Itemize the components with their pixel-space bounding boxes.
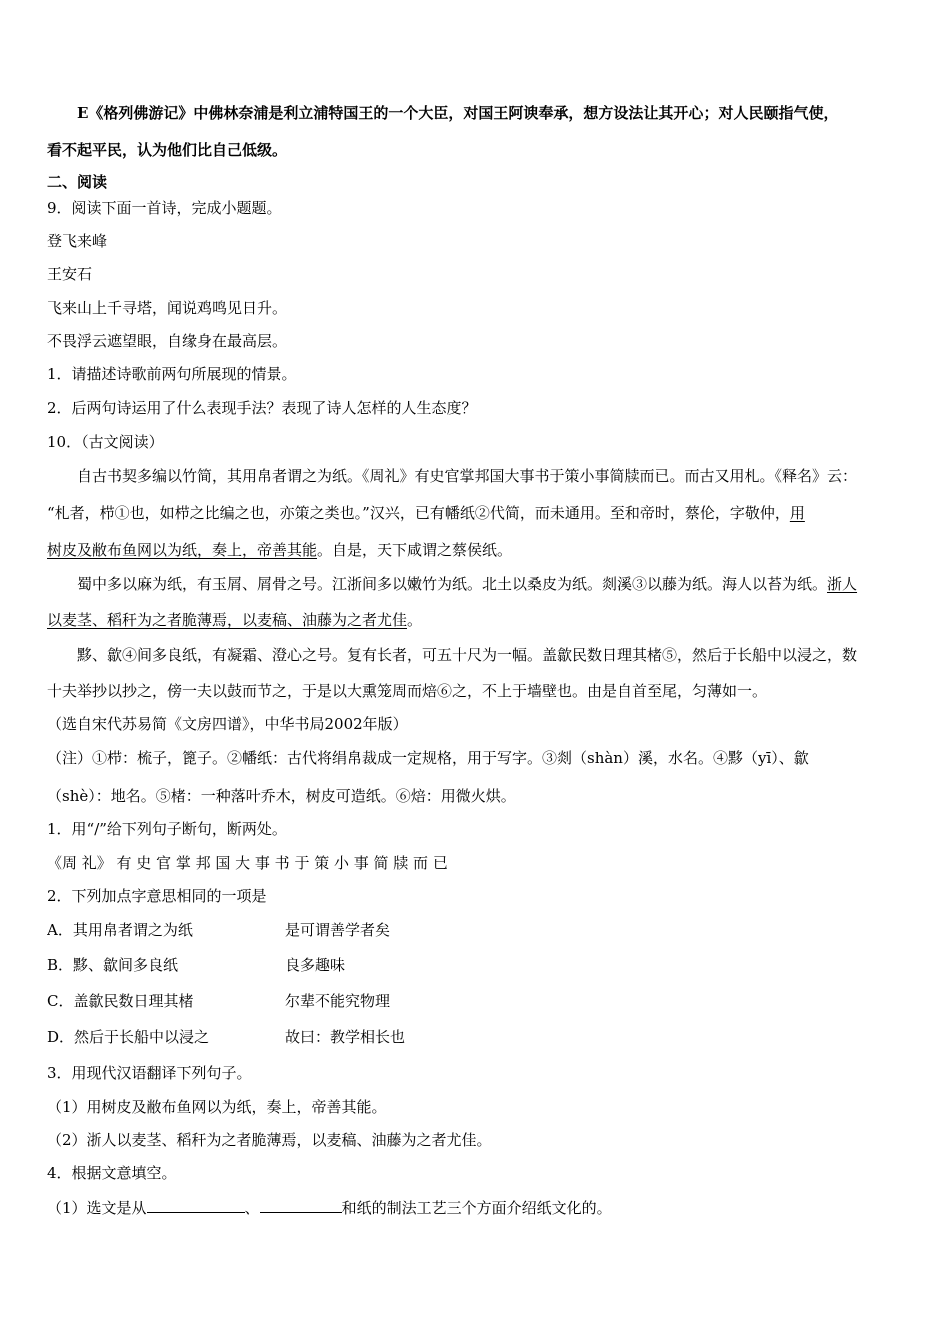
notes-line-2: （shè）：地名。⑤楮：一种落叶乔木，树皮可造纸。⑥焙：用微火烘。 (47, 787, 516, 805)
poem-title: 登飞来峰 (47, 232, 108, 250)
option-c (47, 991, 913, 1011)
passage-p1-line-2-text: “札者，栉①也，如栉之比编之也，亦策之类也。”汉兴，已有幡纸②代简，而未通用。至和帝时，蔡伦，字敬仲， (47, 504, 790, 522)
notes-line-1: （注）①栉：梳子，篦子。②幡纸：古代将绢帛裁成一定规格，用于写字。③剡（shàn）溪，水名。④黟（yī）、歙 (47, 749, 809, 767)
option-b (47, 955, 913, 975)
section-title-reading: 二、阅读 (47, 173, 108, 191)
passage-p2-line-2-text: 。 (407, 611, 423, 629)
q10-sub-4-1 (47, 1197, 913, 1218)
passage-p1-line-3 (47, 540, 913, 560)
option-a (47, 920, 913, 940)
q9-sub-1: 1．请描述诗歌前两句所展现的情景。 (47, 365, 297, 383)
passage-p1-line-3-text: 。自是，天下咸谓之蔡侯纸。 (317, 541, 513, 559)
option-a-right: 是可谓善学者矣 (285, 921, 391, 939)
underlined-sentence-1-start: 用 (789, 504, 805, 522)
underlined-sentence-2: 以麦茎、稻秆为之者脆薄焉，以麦稿、油藤为之者尤佳 (47, 611, 408, 629)
option-b-right: 良多趣味 (285, 956, 346, 974)
underlined-sentence-2-start: 浙人 (827, 575, 858, 593)
passage-p1-line-2 (47, 503, 913, 523)
q10-intro: 10．（古文阅读） (47, 433, 164, 451)
passage-p1-line-1: 自古书契多编以竹简，其用帛者谓之为纸。《周礼》有史官掌邦国大事书于策小事简牍而已。而古又用札。《释名》云： (77, 467, 858, 485)
q9-intro: 9．阅读下面一首诗，完成小题题。 (47, 199, 282, 217)
poem-line-1: 飞来山上千寻塔，闻说鸡鸣见日升。 (47, 299, 288, 317)
option-c-left: C．盖歙民数日理其楮 (47, 992, 194, 1010)
section-e-line-2: 看不起平民，认为他们比自己低级。 (47, 141, 288, 159)
answer-blank-1[interactable] (147, 1197, 245, 1213)
q9-sub-2: 2．后两句诗运用了什么表现手法？表现了诗人怎样的人生态度？ (47, 399, 477, 417)
section-e-line-1: E《格列佛游记》中佛林奈浦是利立浦特国王的一个大臣，对国王阿谀奉承，想方设法让其开心；对人民颐指气使， (77, 104, 839, 122)
passage-p3-line-1: 黟、歙④间多良纸，有凝霜、澄心之号。复有长者，可五十尺为一幅。盖歙民数日理其楮⑤，然后于长船中以浸之，数 (77, 646, 858, 664)
q10-sub-3-2: （2）浙人以麦茎、稻秆为之者脆薄焉，以麦稿、油藤为之者尤佳。 (47, 1131, 492, 1149)
passage-source: （选自宋代苏易简《文房四谱》，中华书局2002年版） (47, 715, 408, 733)
q10-sub-4: 4．根据文意填空。 (47, 1164, 177, 1182)
q10-sub-2: 2．下列加点字意思相同的一项是 (47, 887, 267, 905)
passage-p3-line-2: 十夫举抄以抄之，傍一夫以鼓而节之，于是以大熏笼周而焙⑥之，不上于墙壁也。由是自首至尾，匀薄如一。 (47, 682, 768, 700)
underlined-sentence-1: 树皮及敝布鱼网以为纸，奏上，帝善其能 (47, 541, 318, 559)
answer-blank-2[interactable] (260, 1197, 342, 1213)
passage-p2-line-2 (47, 610, 913, 630)
q10-sub-3-1: （1）用树皮及敝布鱼网以为纸，奏上，帝善其能。 (47, 1098, 387, 1116)
option-c-right: 尔辈不能究物理 (285, 992, 391, 1010)
q10-sub-3: 3．用现代汉语翻译下列句子。 (47, 1064, 252, 1082)
passage-p2-line-1-text: 蜀中多以麻为纸，有玉屑、屑骨之号。江浙间多以嫩竹为纸。北土以桑皮为纸。剡溪③以藤为纸。海人以苔为纸。 (77, 575, 828, 593)
option-d (47, 1027, 913, 1047)
option-d-left: D．然后于长船中以浸之 (47, 1028, 210, 1046)
option-a-left: A．其用帛者谓之为纸 (47, 921, 193, 939)
option-b-left: B．黟、歙间多良纸 (47, 956, 179, 974)
passage-p2-line-1 (47, 574, 943, 594)
q10-sub-1: 1．用“/”给下列句子断句，断两处。 (47, 820, 287, 838)
q10-sub-1-sentence: 《周 礼》 有 史 官 掌 邦 国 大 事 书 于 策 小 事 简 牍 而 已 (47, 854, 448, 872)
poem-author: 王安石 (47, 265, 93, 283)
option-d-right: 故曰：教学相长也 (285, 1028, 406, 1046)
fill-suffix: 和纸的制法工艺三个方面介绍纸文化的。 (341, 1199, 612, 1217)
fill-prefix: （1）选文是从 (47, 1199, 147, 1217)
poem-line-2: 不畏浮云遮望眼，自缘身在最高层。 (47, 332, 288, 350)
fill-separator: 、 (244, 1199, 260, 1217)
